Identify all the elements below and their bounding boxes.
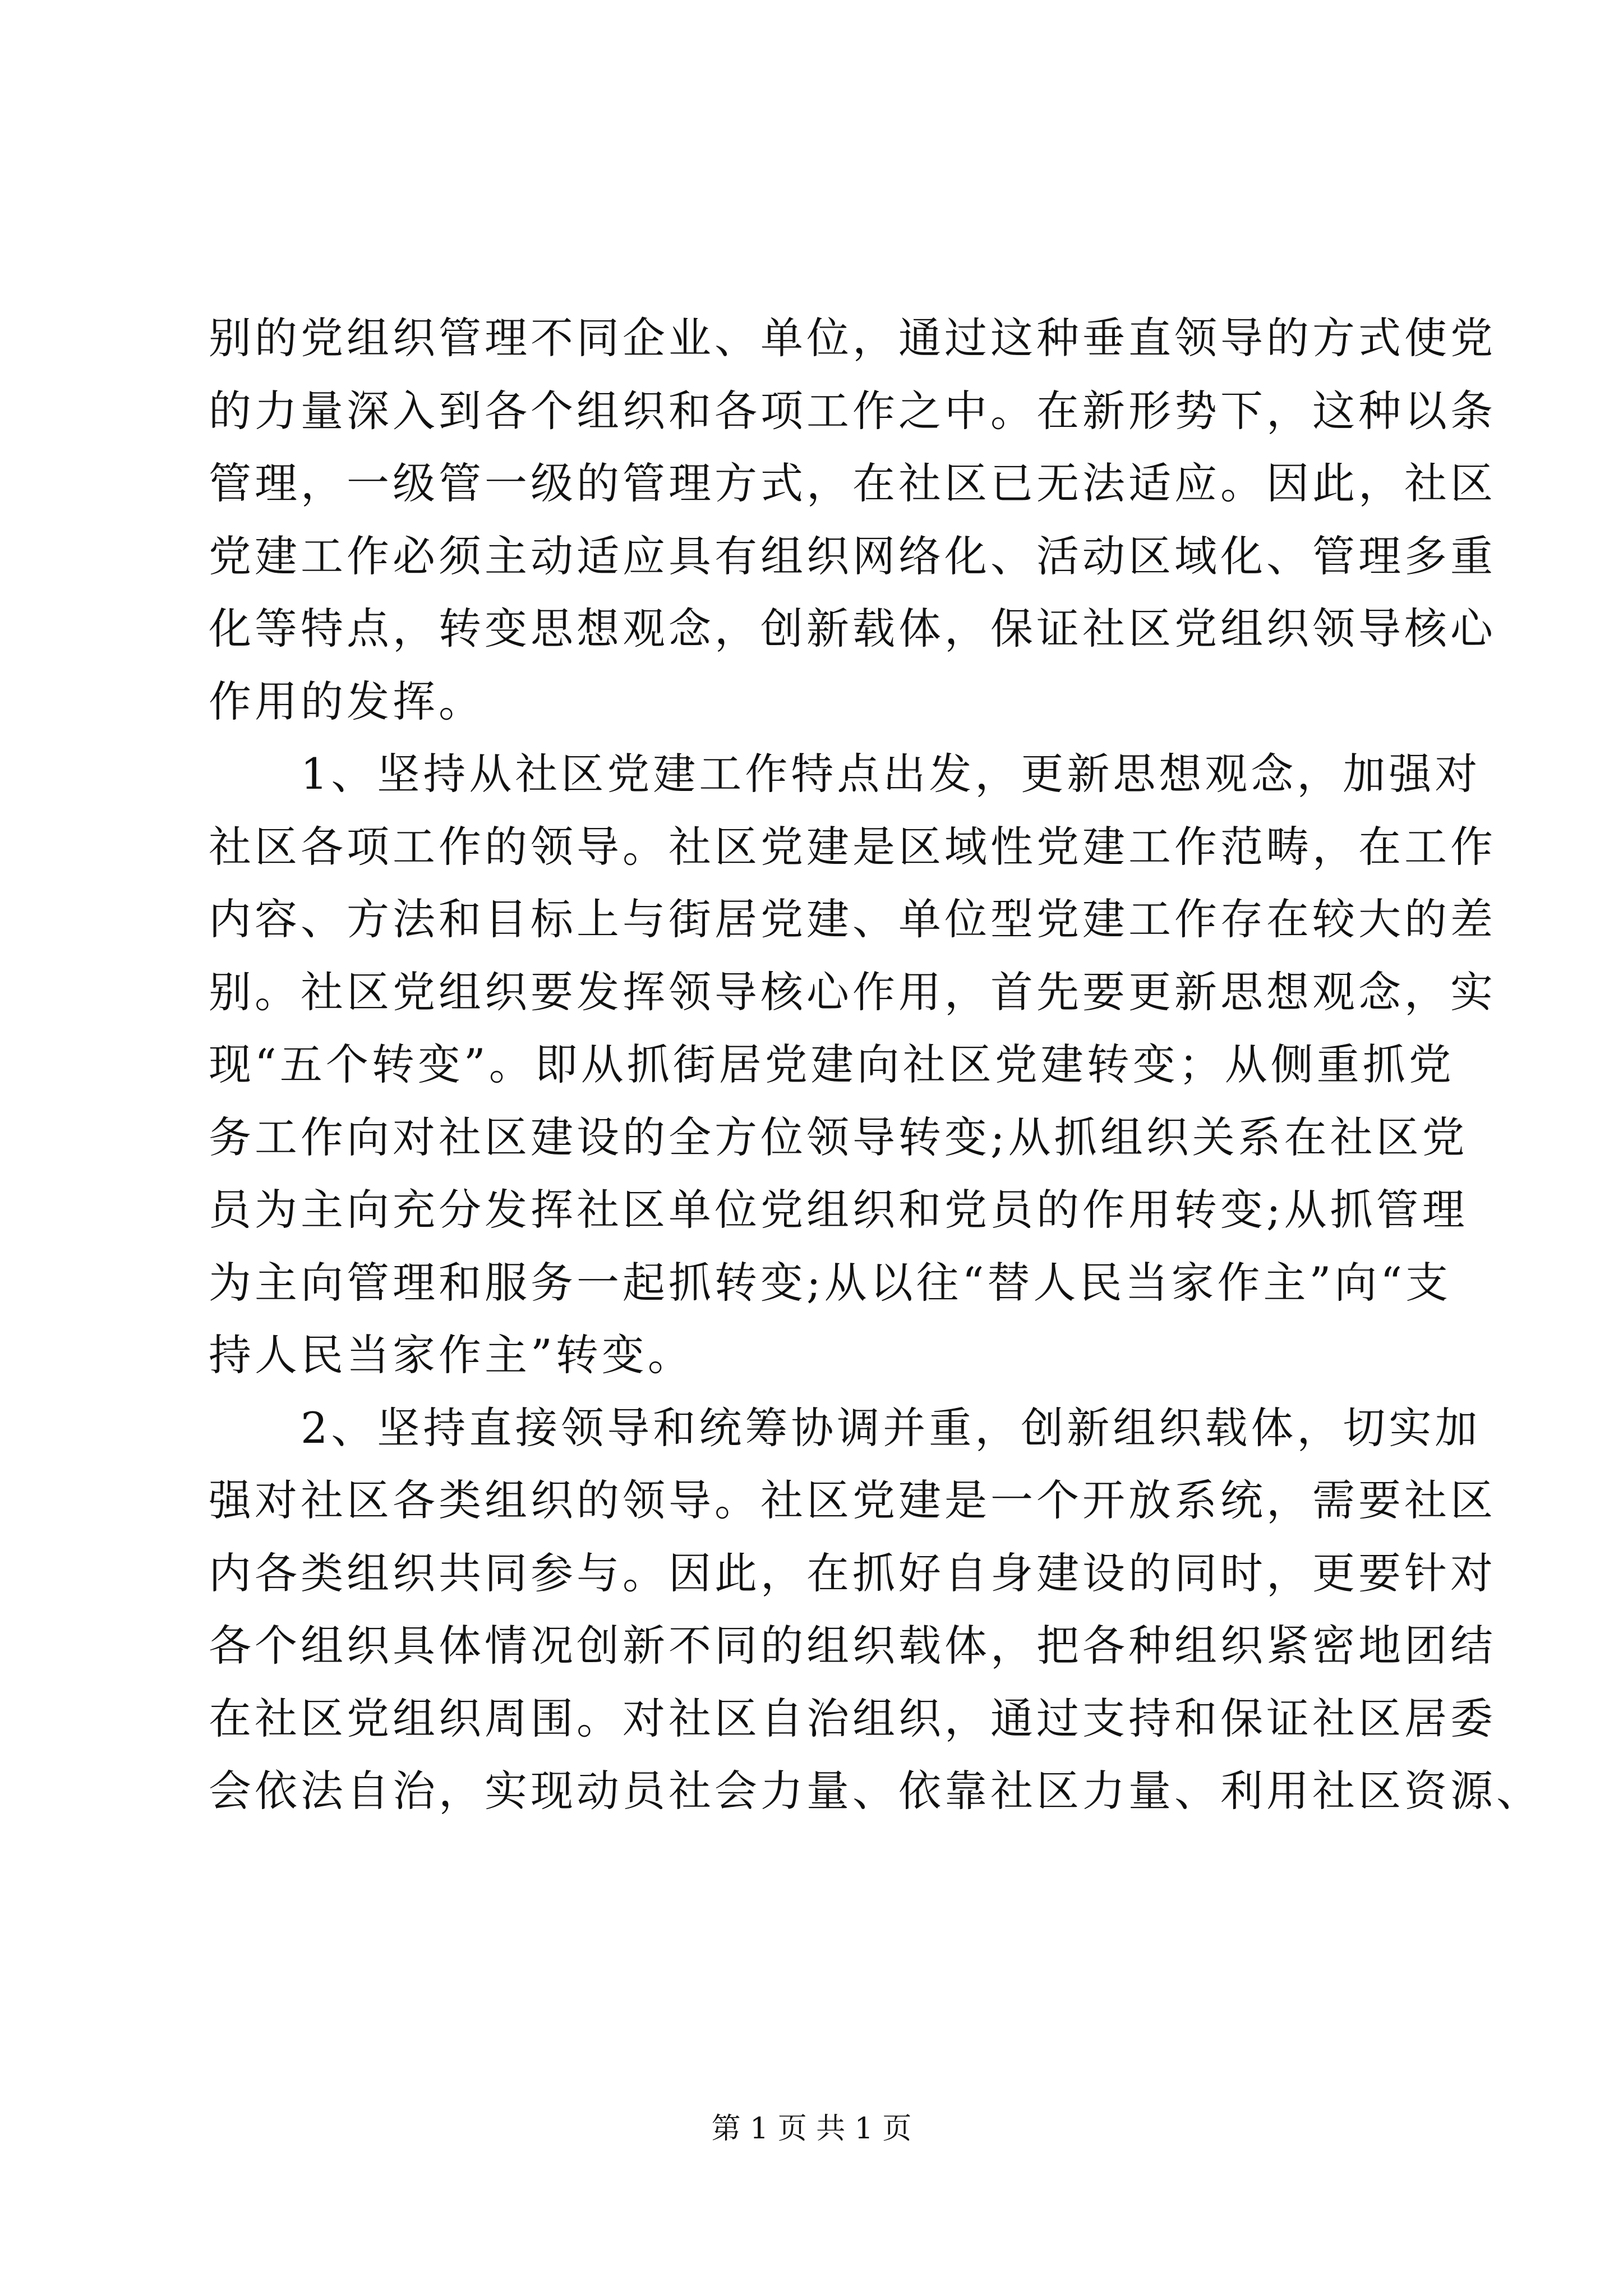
text-line: 化等特点，转变思想观念，创新载体，保证社区党组织领导核心 — [209, 604, 1496, 654]
text-line: 强对社区各类组织的领导。社区党建是一个开放系统，需要社区 — [209, 1475, 1496, 1525]
page-footer — [0, 2105, 1623, 2147]
text-line: 作用的发挥。 — [209, 676, 485, 726]
text-line: 内各类组织共同参与。因此，在抓好自身建设的同时，更要针对 — [209, 1548, 1496, 1598]
text-line: 为主向管理和服务一起抓转变;从以往“替人民当家作主”向“支 — [209, 1257, 1452, 1308]
text-line: 2、坚持直接领导和统筹协调并重，创新组织载体，切实加 — [209, 1402, 1481, 1453]
text-line: 内容、方法和目标上与街居党建、单位型党建工作存在较大的差 — [209, 894, 1496, 944]
text-line: 别的党组织管理不同企业、单位，通过这种垂直领导的方式使党 — [209, 313, 1496, 363]
text-line: 的力量深入到各个组织和各项工作之中。在新形势下，这种以条 — [209, 385, 1496, 436]
text-line: 管理，一级管一级的管理方式，在社区已无法适应。因此，社区 — [209, 458, 1496, 508]
text-line: 现“五个转变”。即从抓街居党建向社区党建转变；从侧重抓党 — [209, 1039, 1455, 1089]
text-line: 员为主向充分发挥社区单位党组织和党员的作用转变;从抓管理 — [209, 1185, 1468, 1235]
page-number: 第 1 页 共 1 页 — [711, 2112, 912, 2146]
text-line: 社区各项工作的领导。社区党建是区域性党建工作范畴，在工作 — [209, 821, 1496, 872]
text-line: 各个组织具体情况创新不同的组织载体，把各种组织紧密地团结 — [209, 1621, 1496, 1671]
body-text — [209, 302, 1542, 1828]
text-line: 持人民当家作主”转变。 — [209, 1330, 694, 1380]
text-line: 别。社区党组织要发挥领导核心作用，首先要更新思想观念，实 — [209, 967, 1496, 1017]
text-line: 务工作向对社区建设的全方位领导转变;从抓组织关系在社区党 — [209, 1112, 1468, 1162]
text-line: 会依法自治，实现动员社会力量、依靠社区力量、利用社区资源、 — [209, 1766, 1542, 1816]
text-line: 1、坚持从社区党建工作特点出发，更新思想观念，加强对 — [209, 749, 1481, 799]
text-line: 在社区党组织周围。对社区自治组织，通过支持和保证社区居委 — [209, 1693, 1496, 1743]
text-line: 党建工作必须主动适应具有组织网络化、活动区域化、管理多重 — [209, 531, 1496, 581]
